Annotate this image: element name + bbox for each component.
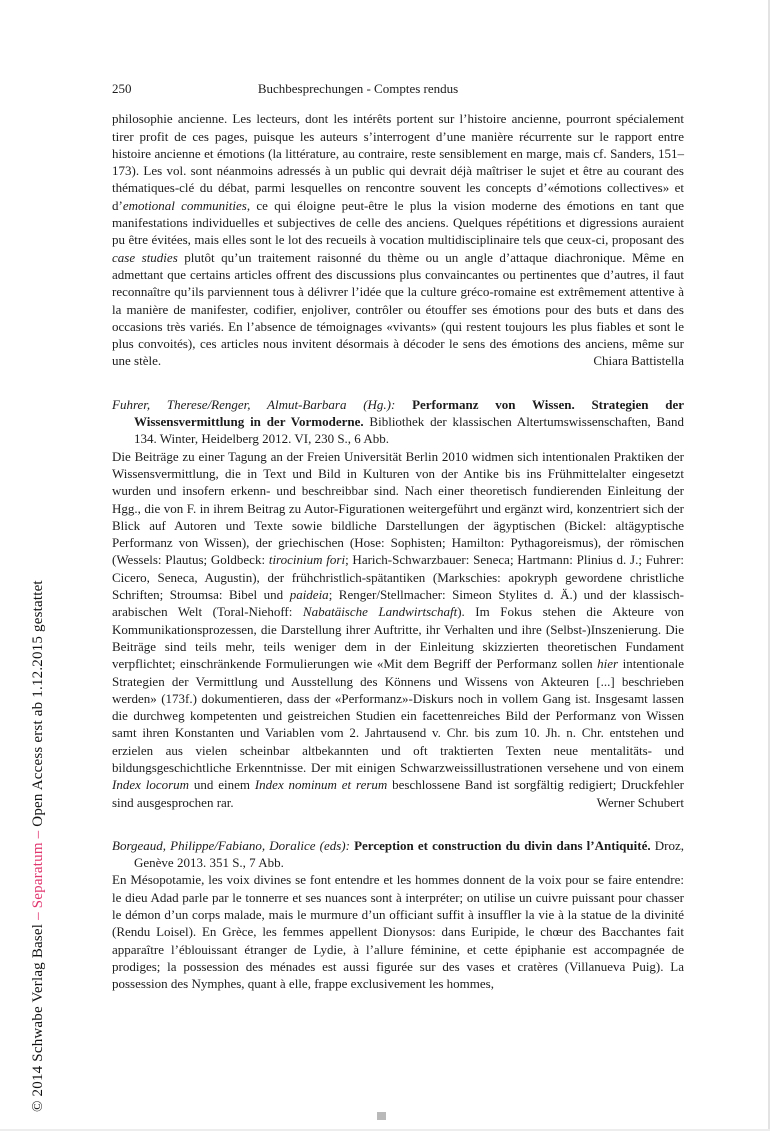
review-heading: Borgeaud, Philippe/Fabiano, Doralice (eds): Perception et construction du divin dans l’Antiquité. Droz, Genève 2013. 351 S., 7 Abb. [112,837,684,871]
copyright-sidebar-text: © 2014 Schwabe Verlag Basel – Separatum – Open Access erst ab 1.12.2015 gestattet [30,580,46,1112]
reviewer-signature: Chiara Battistella [593,353,684,369]
review-text: En Mésopotamie, les voix divines se font entendre et les hommes donnent de la voix pour se faire entendre: le dieu Adad parle par le tonnerre et ses nuances sont à interpréter; on utilise un cuivre puissant pour chasser le démon d’un corps malade, mais le murmure d’un officiant suffit à insuffler la vie à la statue de la divinité (Rendu Loisel). En Grèce, les femmes appellent Dionysos: dans Euripide, le chœur des Bacchantes fait apparaître l’éblouissant étranger de Lydie, à l’allure féminine, et cette épiphanie est accompagnée de prodiges; la possession des ménades est aussi figurée sur des vases et cratères (Villanueva Puig). La possession des Nymphes, quant à elle, frappe exclusivement les hommes, [112,872,684,992]
review-heading: Fuhrer, Therese/Renger, Almut-Barbara (Hg.): Performanz von Wissen. Strategien der Wissensvermittlung in der Vormoderne. Bibliothek der klassischen Altertumswissenschaften, Band 134. Winter, Heidelberg 2012. VI, 230 S., 6 Abb. [112,396,684,447]
review-body [112,448,684,811]
review-body [112,871,684,992]
running-head-title: Buchbesprechungen - Comptes rendus [257,81,459,96]
review-fuhrer-renger [112,396,684,811]
review-body [112,110,684,369]
text-block [112,80,684,993]
review-text: Die Beiträge zu einer Tagung an der Freien Universität Berlin 2010 widmen sich intentionalen Praktiken der Wissensvermittlung, die in Text und Bild in Kulturen von der Antike bis ins Frühmittelalter eingesetzt wurden und insofern erkenn- und beschreibbar sind. Nach einer theoretisch fundierenden Einleitung der Hgg., die von F. in ihrem Beitrag zu Autor-Figurationen weitergeführt und ergänzt wird, konzentriert sich der Blick auf Autoren und Texte sowie bildliche Darstellungen der ägyptischen (Bickel: altägyptische Performanz von Wissen), der griechischen (Hose: Sophisten; Hamilton: Pythagoreismus), der römischen (Wessels: Plautus; Goldbeck: tirocinium fori; Harich-Schwarzbauer: Seneca; Hartmann: Plinius d. J.; Fuhrer: Cicero, Seneca, Augustin), der frühchristlich-spätantiken (Markschies: apokryph gewordene christliche Schriften; Stroumsa: Bibel und paideia; Renger/Stellmacher: Simeon Stylites d. Ä.) und der klassisch-arabischen Welt (Toral-Niehoff: Nabatäische Landwirtschaft). Im Fokus stehen die Akteure von Kommunikationsprozessen, die Darstellung ihrer Auftritte, ihr Verhalten und ihre (Selbst-)Inszenierung. Die Beiträge sind teils mehr, teils weniger dem in der Einleitung skizzierten theoretischen Fundament verpflichtet; einschränkende Formulierungen wie «Mit dem Begriff der Performanz sollen hier intentionale Strategien der Vermittlung und Ausstellung des Könnens und Wissens von Akteuren [...] beschrieben werden» (173f.) dokumentieren, dass der «Performanz»-Diskurs noch in vollem Gang ist. Insgesamt lassen die durchweg kompetenten und geistreichen Studien ein facettenreiches Bild der Performanz von Wissen samt ihren Konstanten und Variablen vom 2. Jahrtausend v. Chr. bis zum 10. Jh. n. Chr. entstehen und erzielen aus vielen scheinbar altbekannten und oft traktierten Texten neue mentalitäts- und bildungsgeschichtliche Erkenntnisse. Der mit einigen Schwarzweissillustrationen versehene und von einem Index locorum und einem Index nominum et rerum beschlossene Band ist sorgfältig redigiert; Druckfehler sind ausgesprochen rar. [112,448,685,810]
page-header [112,80,684,97]
reviewer-signature: Werner Schubert [596,794,684,810]
review-borgeaud-fabiano [112,837,684,993]
page-number: 250 [112,81,132,96]
review-battistella [112,110,684,369]
scan-artifact [377,1112,386,1120]
review-text: philosophie ancienne. Les lecteurs, dont les intérêts portent sur l’histoire ancienne, pourront spécialement tirer profit de ces pages, puisque les auteurs s’interrogent d’une manière récurrente sur le rapport entre histoire ancienne et émotions (la littérature, au contraire, reste sensiblement en marge, mais cf. Sanders, 151–173). Les vol. sont néanmoins adressés à un public qui devrait déjà maîtriser le sujet et être au courant des thématiques-clé du débat, parmi lesquelles on rencontre souvent les concepts d’«émotions collectives» et d’emotional communities, ce qui éloigne peut-être le plus la vision moderne des émotions en tant que manifestations individuelles et subjectives de celle des anciens. Quelques répétitions et digressions auraient pu être évitées, mais elles sont le lot des recueils à vocation multidisciplinaire tels que ceux-ci, proposant des case studies plutôt qu’un traitement raisonné du thème ou un angle d’attaque diachronique. Même en admettant que certains articles offrent des discussions plus convaincantes ou pertinentes que d’autres, il faut reconnaître qu’ils parviennent tous à délivrer l’idée que la culture gréco-romaine est extrêmement attentive à la manière de manifester, codifier, enjoliver, contrôler ou étouffer ses émotions pour des buts et dans des occasions très variés. En l’absence de témoignages «vivants» (qui restent toujours les plus fiables et sont le plus convoités), ces articles nous invitent désormais à décoder le sens des émotions des anciens, même sur une stèle. [112,111,684,369]
